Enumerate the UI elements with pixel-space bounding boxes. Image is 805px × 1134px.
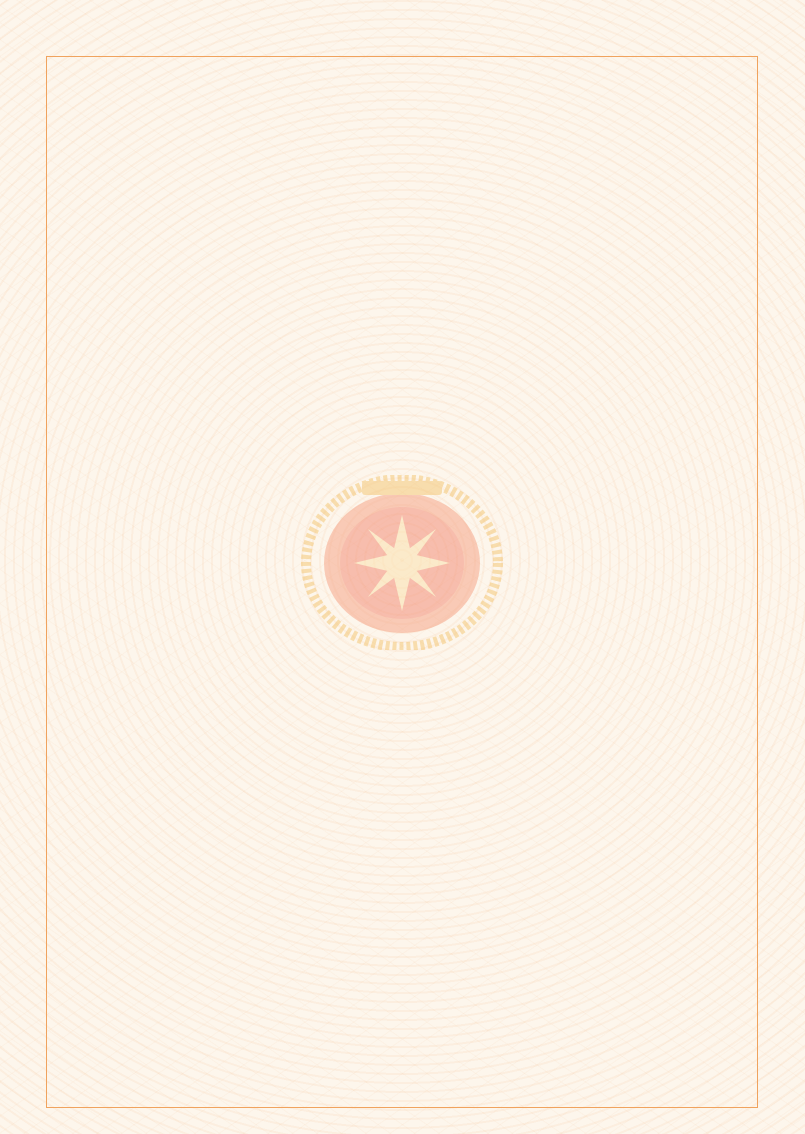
star-emblem-icon bbox=[300, 475, 505, 650]
document-header bbox=[52, 64, 753, 86]
document-body bbox=[52, 64, 753, 98]
